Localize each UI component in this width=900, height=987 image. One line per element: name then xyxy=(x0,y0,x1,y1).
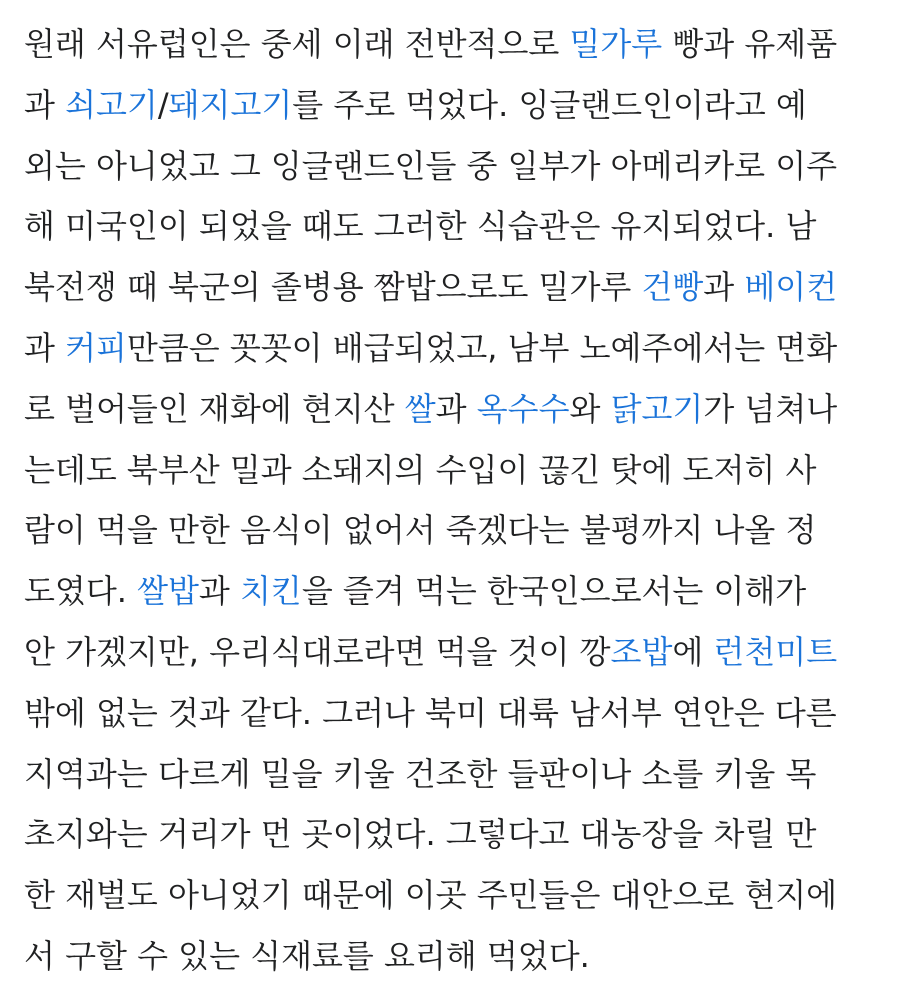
paragraph-line xyxy=(24,561,890,622)
paragraph-line xyxy=(24,500,890,561)
text-run: 와 xyxy=(569,389,611,428)
wiki-link[interactable]: 건빵 xyxy=(641,268,704,307)
paragraph-line xyxy=(24,318,890,379)
wiki-link[interactable]: 쌀 xyxy=(404,389,436,428)
paragraph-line xyxy=(24,136,890,197)
wiki-link[interactable]: 닭고기 xyxy=(610,389,704,428)
paragraph-line xyxy=(24,744,890,805)
paragraph-line xyxy=(24,379,890,440)
text-run: 만큼은 꼿꼿이 배급되었고, 남부 노예주에서는 면화 xyxy=(126,328,838,367)
wiki-link[interactable]: 치킨 xyxy=(240,572,302,611)
paragraph-line xyxy=(24,440,890,501)
text-run: 는데도 북부산 밀과 소돼지의 수입이 끊긴 탓에 도저히 사 xyxy=(24,450,817,489)
text-run: 을 즐겨 먹는 한국인으로서는 이해가 xyxy=(301,572,807,611)
wiki-link[interactable]: 옥수수 xyxy=(476,389,570,428)
wiki-link[interactable]: 밀가루 xyxy=(569,25,663,63)
paragraph-line xyxy=(24,75,890,136)
text-run: 빵과 유제품 xyxy=(662,25,838,63)
text-run: 로 벌어들인 재화에 현지산 xyxy=(24,389,405,428)
article-paragraph xyxy=(24,14,890,987)
text-run: 해 미국인이 되었을 때도 그러한 식습관은 유지되었다. 남 xyxy=(24,207,817,246)
wiki-link[interactable]: 쌀밥 xyxy=(137,572,199,611)
text-run: 에 xyxy=(672,632,714,671)
text-run: 과 xyxy=(703,268,745,307)
text-run: 초지와는 거리가 먼 곳이었다. 그렇다고 대농장을 차릴 만 xyxy=(24,815,817,854)
paragraph-line xyxy=(24,622,890,683)
wiki-link[interactable]: 돼지고기 xyxy=(168,85,293,124)
text-run: 과 xyxy=(435,389,477,428)
text-run: 밖에 없는 것과 같다. 그러나 북미 대륙 남서부 연안은 다른 xyxy=(24,693,837,732)
wiki-link[interactable]: 베이컨 xyxy=(744,268,838,307)
paragraph-line xyxy=(24,926,890,987)
wiki-link[interactable]: 런천미트 xyxy=(713,632,838,671)
text-run: 과 xyxy=(24,328,66,367)
text-run: 서 구할 수 있는 식재료를 요리해 먹었다. xyxy=(24,936,590,975)
text-run: 한 재벌도 아니었기 때문에 이곳 주민들은 대안으로 현지에 xyxy=(24,876,838,915)
text-run: 도였다. xyxy=(24,572,138,611)
text-run: 를 주로 먹었다. 잉글랜드인이라고 예 xyxy=(292,85,807,124)
text-run: 북전쟁 때 북군의 졸병용 짬밥으로도 밀가루 xyxy=(24,268,642,307)
text-run: 가 넘쳐나 xyxy=(703,389,838,428)
text-run: 외는 아니었고 그 잉글랜드인들 중 일부가 아메리카로 이주 xyxy=(24,146,838,185)
paragraph-line xyxy=(24,196,890,257)
text-run: 람이 먹을 만한 음식이 없어서 죽겠다는 불평까지 나올 정 xyxy=(24,511,817,550)
paragraph-line xyxy=(24,683,890,744)
text-run: 지역과는 다르게 밀을 키울 건조한 들판이나 소를 키울 목 xyxy=(24,754,817,793)
paragraph-line xyxy=(24,14,890,75)
text-run: 안 가겠지만, 우리식대로라면 먹을 것이 깡 xyxy=(24,632,611,671)
paragraph-line xyxy=(24,865,890,926)
text-run: 과 xyxy=(198,572,241,611)
wiki-link[interactable]: 커피 xyxy=(65,328,127,367)
text-run: 원래 서유럽인은 중세 이래 전반적으로 xyxy=(24,25,570,63)
paragraph-line xyxy=(24,257,890,318)
text-run: / xyxy=(157,85,169,124)
paragraph-line xyxy=(24,804,890,865)
wiki-link[interactable]: 조밥 xyxy=(610,632,673,671)
text-run: 과 xyxy=(24,85,66,124)
wiki-link[interactable]: 쇠고기 xyxy=(65,85,158,124)
